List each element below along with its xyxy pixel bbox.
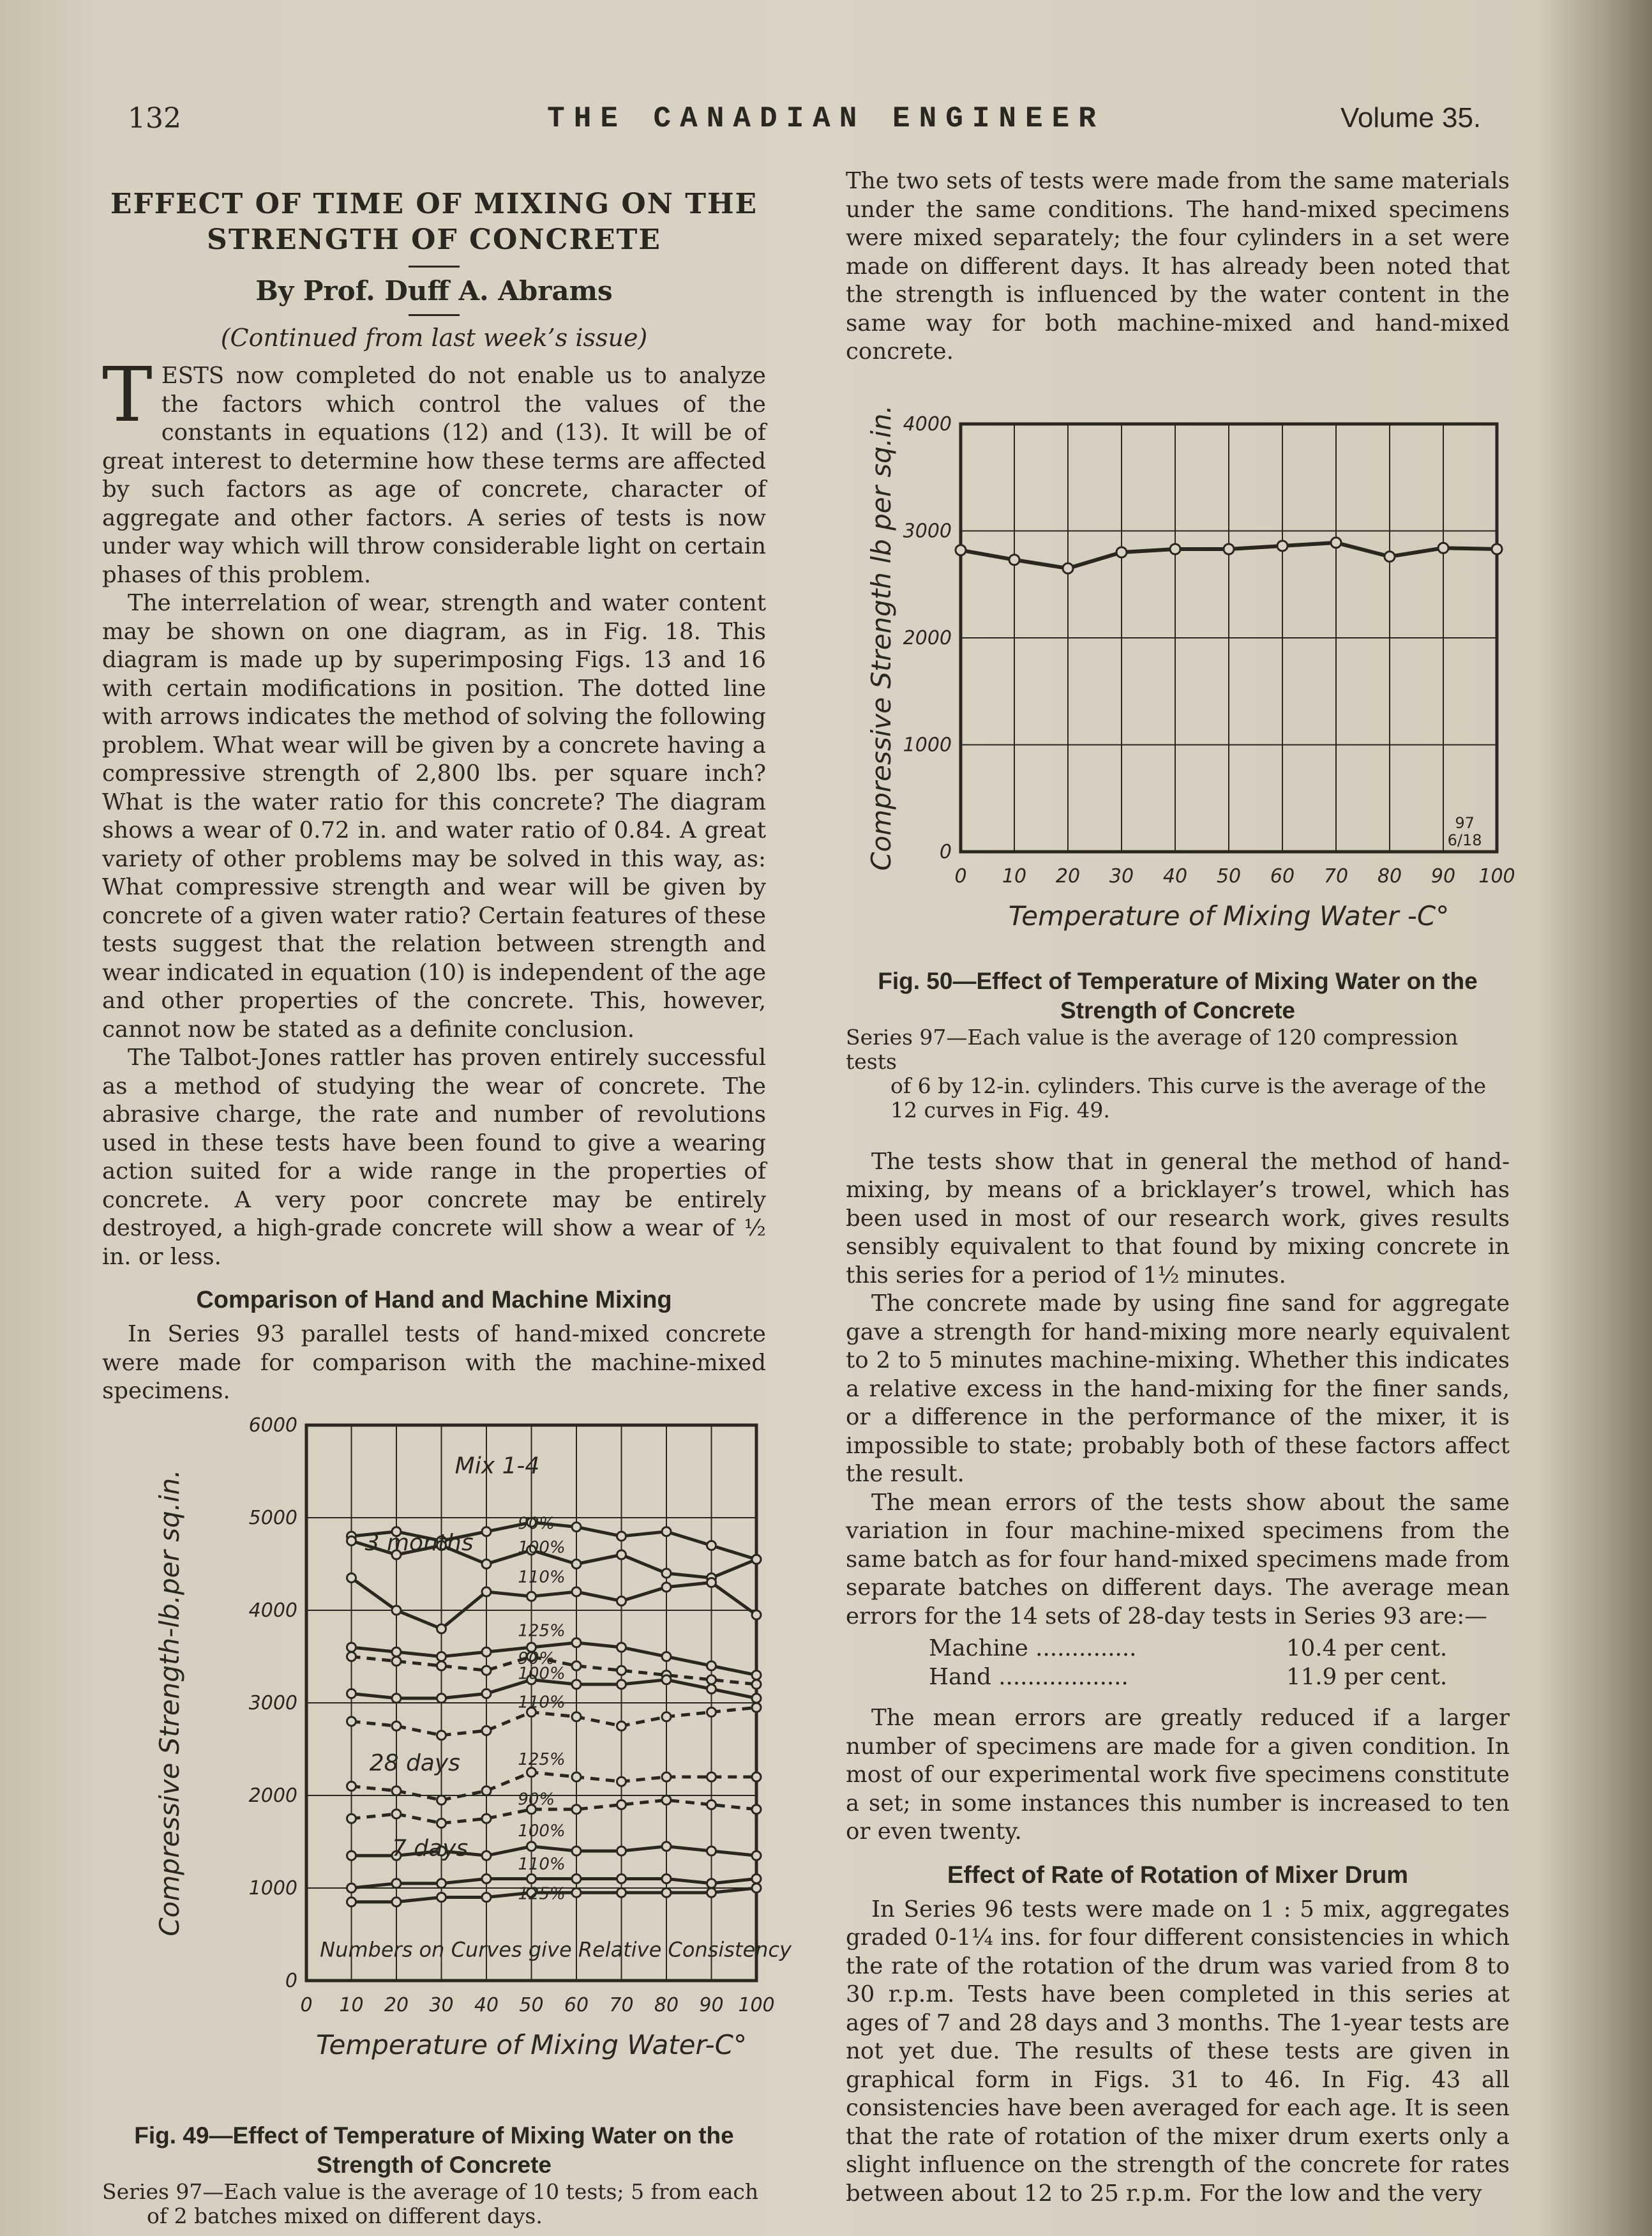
x-tick-label: 20 [384, 1993, 409, 2016]
group-label-7-days: 7 days [391, 1834, 469, 1861]
data-point [617, 1777, 626, 1786]
data-point [1063, 563, 1073, 573]
data-point [617, 1680, 626, 1689]
data-point [392, 1786, 401, 1795]
data-point [752, 1884, 761, 1892]
data-point [572, 1874, 581, 1883]
x-tick-label: 0 [300, 1993, 313, 2016]
data-point [347, 1814, 356, 1823]
data-point [437, 1730, 446, 1739]
data-point [617, 1888, 626, 1897]
data-point [437, 1795, 446, 1804]
consistency-label: 110% [518, 1567, 566, 1587]
fig50-caption-title: Fig. 50—Effect of Temperature of Mixing Water on the Strength of Concrete [878, 967, 1478, 1024]
x-axis-label: Temperature of Mixing Water-C° [316, 2028, 747, 2060]
data-point [752, 1804, 761, 1813]
data-point [662, 1582, 671, 1591]
data-point [1277, 540, 1288, 550]
error-label: Hand .................. [929, 1663, 1129, 1690]
data-point [662, 1569, 671, 1578]
data-point [482, 1786, 491, 1795]
paragraph-1 [102, 351, 766, 589]
data-point [572, 1638, 581, 1647]
data-point [482, 1559, 491, 1568]
data-point [1438, 543, 1448, 553]
data-point [707, 1541, 716, 1550]
data-point [437, 1818, 446, 1827]
data-point [482, 1814, 491, 1823]
fig50-chart [846, 366, 1515, 967]
consistency-note: Numbers on Curves give Relative Consistency [320, 1937, 792, 1961]
consistency-label: 100% [518, 1537, 566, 1557]
left-column [102, 179, 792, 2228]
consistency-label: 125% [518, 1621, 566, 1641]
continued-note: (Continued from last week’s issue) [220, 324, 648, 352]
error-value: 10.4 per cent. [1286, 1635, 1448, 1661]
right-paragraph-5: The mean errors are greatly reduced if a larger number of specimens are made for a given condition. In most of our experimental work five specimens constitute a set; in some instances this number is increased to ten or even twenty. [846, 1705, 1510, 1845]
y-tick-label: 5000 [248, 1506, 297, 1529]
data-point [347, 1652, 356, 1661]
x-tick-label: 100 [1478, 865, 1515, 888]
y-axis-label: Compressive Strength-lb.per sq.in. [154, 1469, 185, 1937]
data-point [617, 1596, 626, 1605]
data-point [572, 1772, 581, 1781]
x-tick-label: 10 [1002, 865, 1027, 888]
x-tick-label: 60 [564, 1993, 589, 2016]
right-paragraph-1: The two sets of tests were made from the same materials under the same conditions. The hand-mixed specimens were mixed separately; the four cylinders in a set were made on different days. It has already been noted that the strength is influenced by the water content in the same way for both machine-mixed and hand-mixed concrete. [846, 168, 1510, 365]
fig50-caption-sub1: Series 97—Each value is the average of 120 compression tests [846, 1024, 1459, 1074]
data-point [752, 1851, 761, 1860]
data-point [1492, 543, 1502, 554]
consistency-label: 110% [518, 1854, 566, 1874]
right-paragraph-4: The mean errors of the tests show about the same variation in four machine-mixed specimens from the same batch as for four hand-mixed specimens made from separate batches on different days. The average mean errors for the 14 sets of 28-day tests in Series 93 are:— [846, 1489, 1510, 1629]
data-point [662, 1652, 671, 1661]
y-axis-label: Compressive Strength lb per sq.in. [866, 404, 897, 871]
y-tick-label: 3000 [903, 520, 952, 542]
data-point [662, 1772, 671, 1781]
x-tick-label: 20 [1055, 865, 1081, 888]
x-axis-label: Temperature of Mixing Water -C° [1008, 900, 1450, 932]
y-tick-label: 1000 [248, 1877, 297, 1900]
page-number: 132 [128, 102, 181, 135]
group-label-28-days: 28 days [369, 1749, 460, 1776]
fig50-caption-sub3: 12 curves in Fig. 49. [890, 1097, 1110, 1122]
section-heading-hand-machine: Comparison of Hand and Machine Mixing [196, 1287, 672, 1313]
data-point [437, 1624, 446, 1633]
data-point [1331, 537, 1341, 547]
data-point [752, 1680, 761, 1689]
data-point [482, 1647, 491, 1656]
data-point [707, 1772, 716, 1781]
data-point [1009, 554, 1019, 564]
y-tick-label: 2000 [903, 626, 952, 649]
data-point [752, 1610, 761, 1619]
y-tick-label: 1000 [903, 734, 952, 756]
data-point [392, 1647, 401, 1656]
data-point [572, 1888, 581, 1897]
article-title-line1: EFFECT OF TIME OF MIXING ON THE [110, 188, 758, 220]
data-point [482, 1874, 491, 1883]
data-point [437, 1661, 446, 1670]
data-point [572, 1680, 581, 1689]
data-point [617, 1874, 626, 1883]
fig50-caption-sub2: of 6 by 12-in. cylinders. This curve is the average of the [890, 1073, 1487, 1098]
data-point [437, 1892, 446, 1901]
consistency-label: 90% [518, 1649, 555, 1668]
error-label: Machine .............. [929, 1635, 1137, 1661]
data-point [707, 1578, 716, 1587]
x-tick-label: 10 [339, 1993, 364, 2016]
article-title-line2: STRENGTH OF CONCRETE [207, 223, 661, 256]
x-tick-label: 70 [609, 1993, 634, 2016]
data-point [527, 1841, 536, 1850]
data-point [347, 1689, 356, 1698]
data-point [662, 1527, 671, 1536]
data-point [662, 1675, 671, 1684]
data-point [347, 1851, 356, 1860]
data-point [347, 1717, 356, 1726]
data-point [617, 1721, 626, 1730]
y-tick-label: 0 [939, 840, 952, 863]
paragraph-2: The interrelation of wear, strength and water content may be shown on one diagram, as in Fig. 18. This diagram is made up by superimposing Figs. 13 and 16 with certain modifications in position. The dotted line with arrows indicates the method of solving the following problem. What wear will be given by a concrete having a compressive strength of 2,800 lbs. per square inch? What is the water ratio for this concrete? The diagram shows a wear of 0.72 in. and water ratio of 0.84. A great variety of other problems may be solved in this way, as: What compressive strength and wear will be given by concrete of a given water ratio? Certain features of these tests suggest that the relation between strength and wear indicated in equation (10) is independent of the age and other properties of the concrete. This, however, cannot now be stated as a definite conclusion. [102, 590, 766, 1043]
data-point [617, 1847, 626, 1855]
data-point [347, 1781, 356, 1790]
x-tick-label: 80 [654, 1993, 679, 2016]
mean-errors-table [929, 1635, 1510, 1691]
data-point [482, 1527, 491, 1536]
data-point [437, 1652, 446, 1661]
x-tick-label: 60 [1270, 865, 1295, 888]
drop-cap: T [102, 351, 153, 439]
data-point [617, 1643, 626, 1652]
data-point [572, 1804, 581, 1813]
data-point [707, 1675, 716, 1684]
data-point [392, 1809, 401, 1818]
data-point [707, 1888, 716, 1897]
data-point [617, 1550, 626, 1559]
y-tick-label: 2000 [248, 1784, 297, 1807]
title-rule [409, 266, 460, 268]
x-tick-label: 100 [738, 1993, 775, 2016]
mix-label: Mix 1-4 [454, 1452, 540, 1479]
x-tick-label: 70 [1323, 865, 1349, 888]
data-point [437, 1878, 446, 1887]
error-row-hand [929, 1663, 1510, 1692]
data-point [707, 1707, 716, 1716]
data-point [482, 1726, 491, 1735]
right-paragraph-6: In Series 96 tests were made on 1 : 5 mix, aggregates graded 0-1¼ ins. for four different consistencies in which the rate of the rotation of the drum was varied from 8 to 30 r.p.m. Tests have been completed in this series at ages of 7 and 28 days and 3 months. The 1-year tests are not yet due. The results of these tests are given in graphical form in Figs. 31 to 46. In Fig. 43 all consistencies have been averaged for each age. It is seen that the rate of rotation of the mixer drum exerts only a slight influence on the strength of the concrete for rates between about 12 to 25 r.p.m. For the low and the very [846, 1896, 1510, 2207]
x-tick-label: 50 [1216, 865, 1242, 888]
fig49-caption-title: Fig. 49—Effect of Temperature of Mixing Water on the Strength of Concrete [134, 2122, 734, 2178]
data-point [1385, 551, 1395, 561]
paragraph-3: The Talbot-Jones rattler has proven entirely successful as a method of studying the wear of concrete. The abrasive charge, the rate and number of revolutions used in these tests have been found to give a wearing action suited for a wide range in the properties of concrete. A very poor concrete may be entirely destroyed, a high-grade concrete will show a wear of ½ in. or less. [102, 1045, 766, 1270]
fig49-chart [102, 1406, 792, 2121]
x-tick-label: 30 [1109, 865, 1134, 888]
data-point [482, 1892, 491, 1901]
y-tick-label: 4000 [248, 1599, 297, 1622]
y-tick-label: 4000 [903, 412, 952, 435]
x-tick-label: 40 [474, 1993, 499, 2016]
data-point [392, 1693, 401, 1702]
data-point [1170, 543, 1180, 554]
data-point [572, 1847, 581, 1855]
data-point [437, 1693, 446, 1702]
data-point [527, 1592, 536, 1601]
paragraph-4: In Series 93 parallel tests of hand-mixed concrete were made for comparison with the machine-mixed specimens. [102, 1321, 766, 1404]
consistency-label: 100% [518, 1663, 566, 1683]
paragraph-1-text: ESTS now completed do not enable us to analyze the factors which control the values of the constants in equations (12) and (13). It will be of great interest to determine how these terms are affected by such factors as age of concrete, character of aggregate and other factors. A series of tests is now under way which will throw considerable light on certain phases of this problem. [102, 363, 766, 588]
data-point [662, 1841, 671, 1850]
right-paragraph-3: The concrete made by using fine sand for aggregate gave a strength for hand-mixing more nearly equivalent to 2 to 5 minutes machine-mixing. Whether this indicates a relative excess in the hand-mixing for the finer sands, or a difference in the performance of the mixer, it is impossible to state; probably both of these factors affect the result. [846, 1290, 1510, 1487]
data-point [347, 1536, 356, 1545]
data-point [752, 1874, 761, 1883]
data-point [392, 1897, 401, 1906]
data-point [392, 1878, 401, 1887]
y-tick-label: 3000 [248, 1691, 297, 1714]
fig49-caption-sub [102, 2180, 766, 2228]
data-point [662, 1888, 671, 1897]
consistency-label: 100% [518, 1821, 566, 1841]
data-point [482, 1666, 491, 1675]
fig49-caption-sub2: of 2 batches mixed on different days. [147, 2203, 543, 2228]
data-point [752, 1670, 761, 1679]
data-point [572, 1559, 581, 1568]
data-point [617, 1666, 626, 1675]
data-point [572, 1587, 581, 1596]
y-tick-label: 0 [285, 1969, 297, 1992]
consistency-label: 90% [518, 1513, 555, 1533]
data-point [752, 1693, 761, 1702]
data-point [956, 545, 966, 555]
data-point [392, 1606, 401, 1615]
data-point [527, 1874, 536, 1883]
x-tick-label: 30 [429, 1993, 454, 2016]
x-tick-label: 80 [1377, 865, 1402, 888]
data-point [662, 1874, 671, 1883]
y-tick-label: 6000 [248, 1414, 297, 1437]
data-point [752, 1555, 761, 1564]
data-point [347, 1643, 356, 1652]
error-row-machine [929, 1635, 1510, 1663]
journal-title: THE CANADIAN ENGINEER [547, 102, 1105, 135]
fig49-caption-sub1: Series 97—Each value is the average of 10 tests; 5 from each [102, 2179, 759, 2204]
data-point [482, 1587, 491, 1596]
consistency-label: 90% [518, 1790, 555, 1809]
data-point [1224, 543, 1234, 554]
x-tick-label: 40 [1162, 865, 1188, 888]
consistency-label: 125% [518, 1749, 566, 1769]
right-column [846, 167, 1515, 2208]
data-point [707, 1684, 716, 1693]
data-point [572, 1661, 581, 1670]
data-point [617, 1532, 626, 1541]
data-point [752, 1772, 761, 1781]
data-point [572, 1712, 581, 1721]
data-point [707, 1661, 716, 1670]
data-point [617, 1800, 626, 1809]
section-heading-rotation: Effect of Rate of Rotation of Mixer Drum [947, 1861, 1409, 1889]
article-title [102, 186, 766, 258]
data-point [572, 1522, 581, 1531]
data-point [707, 1847, 716, 1855]
x-tick-label: 90 [699, 1993, 724, 2016]
group-label-3-months: 3 months [364, 1529, 474, 1556]
consistency-label: 110% [518, 1692, 566, 1712]
data-point [1116, 547, 1127, 557]
data-point [752, 1703, 761, 1712]
error-value: 11.9 per cent. [1286, 1663, 1448, 1690]
x-tick-label: 90 [1430, 865, 1456, 888]
x-tick-label: 0 [954, 865, 967, 888]
byline: By Prof. Duff A. Abrams [255, 275, 613, 306]
data-point [347, 1884, 356, 1892]
figure-code: 97 [1455, 813, 1475, 832]
data-point [392, 1656, 401, 1665]
volume-label: Volume 35. [1340, 102, 1482, 133]
data-point [392, 1721, 401, 1730]
data-point [482, 1689, 491, 1698]
data-point [707, 1878, 716, 1887]
consistency-label: 125% [518, 1884, 566, 1903]
byline-rule [409, 314, 460, 316]
x-tick-label: 50 [519, 1993, 544, 2016]
right-paragraph-2: The tests show that in general the method of hand-mixing, by means of a bricklayer’s trowel, which has been used in most of our research work, gives results sensibly equivalent to that found by mixing concrete in this series for a period of 1½ minutes. [846, 1148, 1510, 1288]
fig50-caption-sub [846, 1025, 1510, 1122]
data-point [482, 1851, 491, 1860]
data-point [707, 1800, 716, 1809]
data-point [347, 1573, 356, 1582]
data-point [347, 1897, 356, 1906]
data-point [662, 1795, 671, 1804]
figure-date: 6/18 [1447, 831, 1482, 849]
data-point [662, 1712, 671, 1721]
